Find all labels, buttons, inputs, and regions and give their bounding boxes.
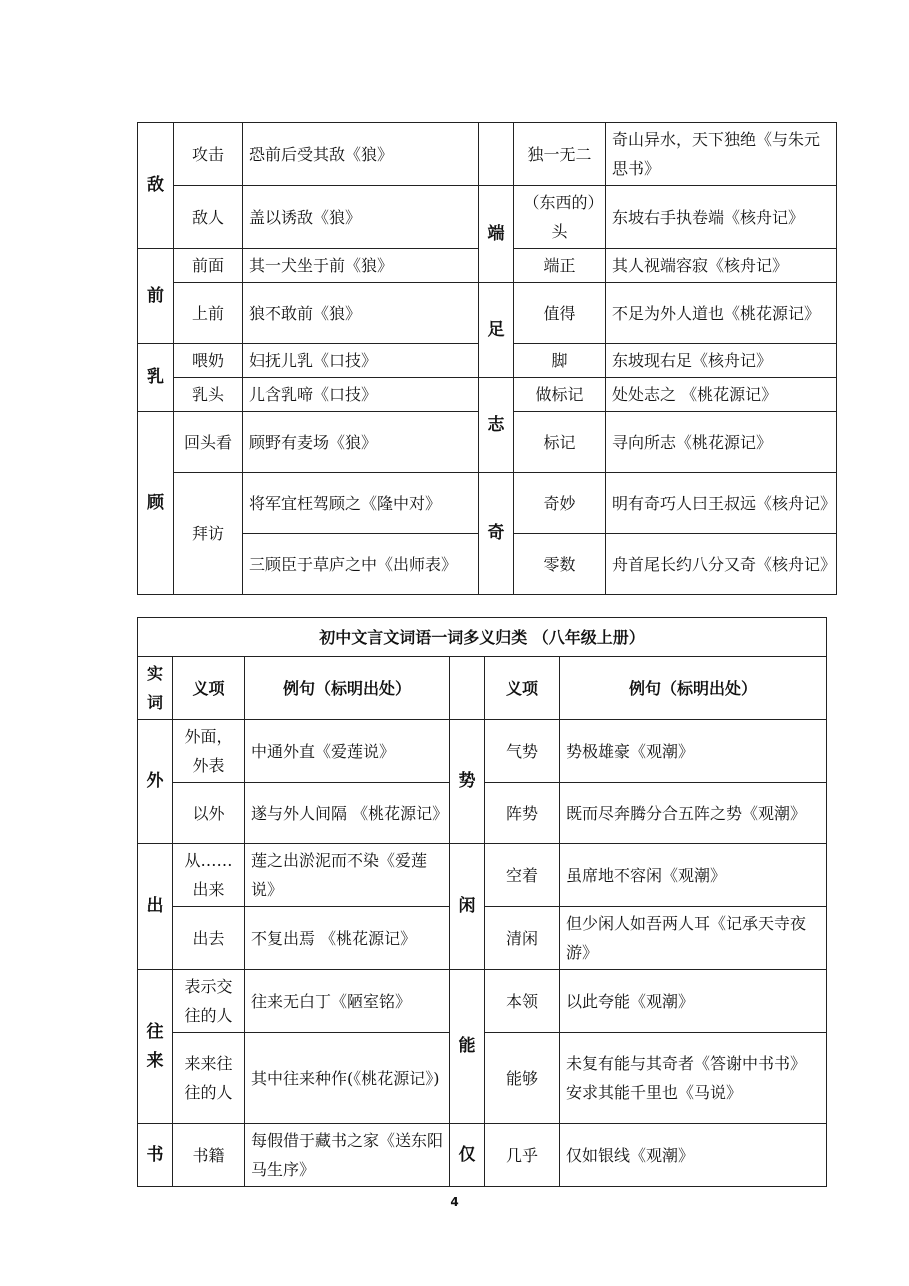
example-cell: 势极雄豪《观潮》 <box>560 720 827 783</box>
meaning-cell: 表示交往的人 <box>173 970 245 1033</box>
table-row <box>138 473 837 534</box>
example-cell: 不足为外人道也《桃花源记》 <box>606 283 837 344</box>
example-cell: 既而尽奔腾分合五阵之势《观潮》 <box>560 783 827 844</box>
word-cell: 端 <box>479 186 514 283</box>
meaning-cell: 独一无二 <box>514 123 606 186</box>
example-cell: 舟首尾长约八分又奇《核舟记》 <box>606 534 837 595</box>
meaning-cell: 阵势 <box>485 783 560 844</box>
word-cell: 敌 <box>138 123 174 249</box>
meaning-cell: 气势 <box>485 720 560 783</box>
table-row <box>138 186 837 249</box>
table-row <box>138 720 827 783</box>
example-cell: 三顾臣于草庐之中《出师表》 <box>243 534 479 595</box>
example-cell: 处处志之 《桃花源记》 <box>606 378 837 412</box>
example-cell: 虽席地不容闲《观潮》 <box>560 844 827 907</box>
meaning-cell: 外面，外表 <box>173 720 245 783</box>
meaning-cell: （东西的）头 <box>514 186 606 249</box>
meaning-cell: 上前 <box>174 283 243 344</box>
meaning-cell: 几乎 <box>485 1124 560 1187</box>
word-cell <box>479 123 514 186</box>
word-cell: 志 <box>479 378 514 473</box>
example-cell: 遂与外人间隔 《桃花源记》 <box>245 783 450 844</box>
meaning-cell: 端正 <box>514 249 606 283</box>
meaning-cell: 喂奶 <box>174 344 243 378</box>
example-cell: 莲之出淤泥而不染《爱莲说》 <box>245 844 450 907</box>
example-cell: 盖以诱敌《狼》 <box>243 186 479 249</box>
meaning-cell: 脚 <box>514 344 606 378</box>
example-cell: 中通外直《爱莲说》 <box>245 720 450 783</box>
meaning-cell: 来来往往的人 <box>173 1033 245 1124</box>
meaning-cell: 以外 <box>173 783 245 844</box>
example-cell: 以此夸能《观潮》 <box>560 970 827 1033</box>
table-row <box>138 378 837 412</box>
example-cell: 东坡现右足《核舟记》 <box>606 344 837 378</box>
meaning-cell: 从……出来 <box>173 844 245 907</box>
example-cell: 明有奇巧人曰王叔远《核舟记》 <box>606 473 837 534</box>
example-cell: 东坡右手执卷端《核舟记》 <box>606 186 837 249</box>
meaning-cell: 清闲 <box>485 907 560 970</box>
meaning-cell: 攻击 <box>174 123 243 186</box>
table-header-row <box>138 657 827 720</box>
meaning-cell: 能够 <box>485 1033 560 1124</box>
word-cell: 乳 <box>138 344 174 412</box>
table-title: 初中文言文词语一词多义归类 （八年级上册） <box>138 618 827 657</box>
header-word <box>450 657 485 720</box>
polysemy-table-continued <box>137 122 837 595</box>
meaning-cell: 前面 <box>174 249 243 283</box>
word-cell: 往来 <box>138 970 173 1124</box>
meaning-cell: 值得 <box>514 283 606 344</box>
table-row <box>138 1124 827 1187</box>
meaning-cell: 做标记 <box>514 378 606 412</box>
meaning-cell: 出去 <box>173 907 245 970</box>
word-cell: 出 <box>138 844 173 970</box>
example-cell: 奇山异水，天下独绝《与朱元思书》 <box>606 123 837 186</box>
meaning-cell: 书籍 <box>173 1124 245 1187</box>
table-row <box>138 283 837 344</box>
meaning-cell: 回头看 <box>174 412 243 473</box>
example-cell: 其中往来种作(《桃花源记》) <box>245 1033 450 1124</box>
word-cell: 顾 <box>138 412 174 595</box>
table-row <box>138 123 837 186</box>
example-cell: 其人视端容寂《核舟记》 <box>606 249 837 283</box>
word-cell: 足 <box>479 283 514 378</box>
word-cell: 仅 <box>450 1124 485 1187</box>
header-example: 例句（标明出处） <box>245 657 450 720</box>
word-cell: 前 <box>138 249 174 344</box>
meaning-cell: 拜访 <box>174 473 243 595</box>
meaning-cell: 敌人 <box>174 186 243 249</box>
polysemy-table-grade8 <box>137 617 827 1187</box>
meaning-cell: 空着 <box>485 844 560 907</box>
example-cell: 未复有能与其奇者《答谢中书书》 安求其能千里也《马说》 <box>560 1033 827 1124</box>
example-cell: 不复出焉 《桃花源记》 <box>245 907 450 970</box>
example-cell: 狼不敢前《狼》 <box>243 283 479 344</box>
example-cell: 儿含乳啼《口技》 <box>243 378 479 412</box>
meaning-cell: 乳头 <box>174 378 243 412</box>
word-cell: 闲 <box>450 844 485 970</box>
example-cell: 每假借于藏书之家《送东阳马生序》 <box>245 1124 450 1187</box>
word-cell: 奇 <box>479 473 514 595</box>
header-meaning: 义项 <box>173 657 245 720</box>
header-meaning: 义项 <box>485 657 560 720</box>
table-title-row <box>138 618 827 657</box>
example-cell: 其一犬坐于前《狼》 <box>243 249 479 283</box>
word-cell: 能 <box>450 970 485 1124</box>
example-cell: 寻向所志《桃花源记》 <box>606 412 837 473</box>
word-cell: 外 <box>138 720 173 844</box>
header-word: 实词 <box>138 657 173 720</box>
example-cell: 恐前后受其敌《狼》 <box>243 123 479 186</box>
example-cell: 将军宜枉驾顾之《隆中对》 <box>243 473 479 534</box>
example-cell: 妇抚儿乳《口技》 <box>243 344 479 378</box>
example-cell: 但少闲人如吾两人耳《记承天寺夜游》 <box>560 907 827 970</box>
header-example: 例句（标明出处） <box>560 657 827 720</box>
meaning-cell: 零数 <box>514 534 606 595</box>
table-row <box>138 970 827 1033</box>
word-cell: 势 <box>450 720 485 844</box>
example-cell: 往来无白丁《陋室铭》 <box>245 970 450 1033</box>
meaning-cell: 奇妙 <box>514 473 606 534</box>
meaning-cell: 标记 <box>514 412 606 473</box>
meaning-cell: 本领 <box>485 970 560 1033</box>
example-cell: 仅如银线《观潮》 <box>560 1124 827 1187</box>
page-number: 4 <box>450 1195 459 1209</box>
word-cell: 书 <box>138 1124 173 1187</box>
example-cell: 顾野有麦场《狼》 <box>243 412 479 473</box>
table-row <box>138 844 827 907</box>
